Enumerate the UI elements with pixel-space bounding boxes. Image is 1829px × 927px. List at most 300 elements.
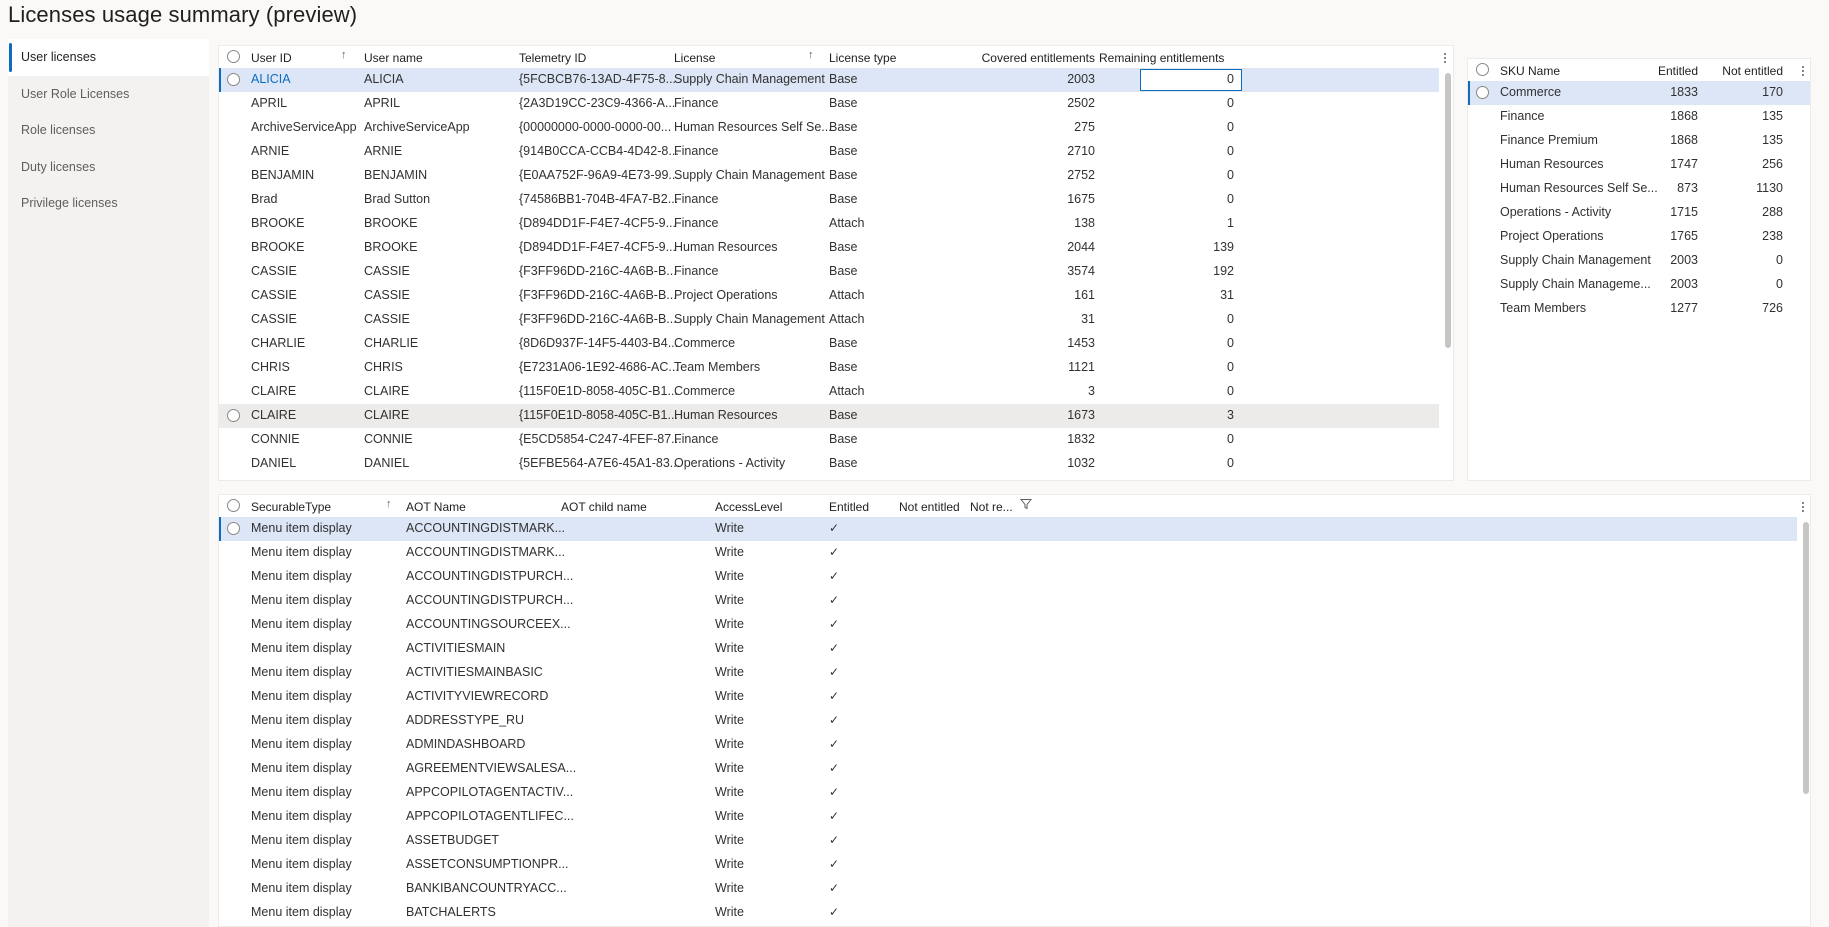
cell-user-id: CHARLIE — [251, 336, 306, 350]
cell-telemetry-id: {D894DD1F-F4E7-4CF5-9... — [519, 216, 677, 230]
cell-user-name: CHARLIE — [364, 336, 419, 350]
table-row[interactable] — [1468, 273, 1810, 297]
nav-item-duty-licenses[interactable]: Duty licenses — [21, 159, 96, 174]
table-row[interactable] — [219, 853, 1797, 877]
cell-user-id: CLAIRE — [251, 384, 297, 398]
cell-entitled: 1868 — [1670, 133, 1698, 147]
vertical-scrollbar[interactable] — [1445, 73, 1451, 348]
cell-not-entitled: 726 — [1762, 301, 1783, 315]
cell-access-level: Write — [715, 857, 744, 871]
cell-user-name: BENJAMIN — [364, 168, 428, 182]
cell-telemetry-id: {115F0E1D-8058-405C-B1... — [519, 408, 678, 422]
table-row[interactable] — [219, 829, 1797, 853]
table-row[interactable] — [219, 589, 1797, 613]
cell-remaining: 0 — [1227, 456, 1234, 470]
table-row[interactable] — [1468, 81, 1810, 105]
cell-not-entitled: 288 — [1762, 205, 1783, 219]
cell-not-entitled: 1130 — [1756, 181, 1783, 195]
cell-access-level: Write — [715, 761, 744, 775]
cell-covered: 1121 — [1068, 360, 1095, 374]
cell-remaining: 3 — [1227, 408, 1234, 422]
cell-remaining: 31 — [1220, 288, 1234, 302]
grid-header — [219, 46, 1453, 68]
cell-sku-name: Commerce — [1500, 85, 1562, 99]
table-row[interactable] — [219, 781, 1797, 805]
cell-covered: 31 — [1081, 312, 1095, 326]
cell-covered: 3574 — [1067, 264, 1095, 278]
grid-header — [219, 495, 1810, 517]
cell-sku-name: Human Resources — [1500, 157, 1604, 171]
cell-license: Commerce — [674, 336, 736, 350]
cell-entitled: 2003 — [1670, 277, 1698, 291]
entitled-check-icon: ✓ — [829, 617, 840, 631]
cell-user-id: CONNIE — [251, 432, 300, 446]
cell-covered: 1453 — [1067, 336, 1095, 350]
cell-sku-name: Supply Chain Management — [1500, 253, 1651, 267]
col-not-required[interactable]: Not re... — [970, 500, 1013, 514]
entitled-check-icon: ✓ — [829, 881, 840, 895]
cell-license: Project Operations — [674, 288, 778, 302]
cell-securable-type: Menu item display — [251, 785, 352, 799]
cell-license: Team Members — [674, 360, 761, 374]
cell-remaining: 0 — [1227, 432, 1234, 446]
cell-user-name: CONNIE — [364, 432, 413, 446]
cell-securable-type: Menu item display — [251, 713, 352, 727]
cell-user-id: BENJAMIN — [251, 168, 315, 182]
cell-sku-name: Project Operations — [1500, 229, 1604, 243]
cell-license: Finance — [674, 96, 719, 110]
cell-access-level: Write — [715, 617, 744, 631]
cell-covered: 161 — [1074, 288, 1095, 302]
entitled-check-icon: ✓ — [829, 521, 840, 535]
entitled-check-icon: ✓ — [829, 641, 840, 655]
cell-access-level: Write — [715, 521, 744, 535]
table-row[interactable] — [1468, 153, 1810, 177]
entitled-check-icon: ✓ — [829, 857, 840, 871]
cell-user-id: ARNIE — [251, 144, 290, 158]
table-row[interactable] — [219, 332, 1439, 356]
cell-license: Human Resources — [674, 408, 778, 422]
cell-license: Supply Chain Management — [674, 72, 825, 86]
table-row[interactable] — [219, 452, 1439, 476]
vertical-scrollbar[interactable] — [1803, 522, 1809, 794]
entitled-check-icon: ✓ — [829, 833, 840, 847]
cell-telemetry-id: {D894DD1F-F4E7-4CF5-9... — [519, 240, 677, 254]
cell-user-name: CLAIRE — [364, 384, 410, 398]
col-entitled[interactable]: Entitled — [1657, 64, 1698, 78]
cell-user-name: BROOKE — [364, 216, 418, 230]
cell-license-type: Base — [829, 264, 858, 278]
cell-aot-name: ACCOUNTINGDISTMARK... — [406, 521, 566, 535]
nav-item-user-role-licenses[interactable]: User Role Licenses — [21, 86, 130, 101]
cell-telemetry-id: {E7231A06-1E92-4686-AC... — [519, 360, 679, 374]
cell-not-entitled: 0 — [1776, 253, 1783, 267]
table-row[interactable] — [1468, 201, 1810, 225]
col-not-entitled[interactable]: Not entitled — [899, 500, 960, 514]
cell-license: Supply Chain Management — [674, 168, 825, 182]
cell-remaining: 0 — [1227, 168, 1234, 182]
table-row[interactable] — [219, 733, 1797, 757]
table-row[interactable] — [219, 517, 1797, 541]
table-row[interactable] — [219, 356, 1439, 380]
select-all-radio[interactable] — [227, 499, 240, 512]
cell-license: Finance — [674, 216, 719, 230]
cell-user-name: APRIL — [364, 96, 401, 110]
table-row[interactable] — [219, 140, 1439, 164]
cell-license-type: Base — [829, 72, 858, 86]
row-select-radio[interactable] — [1476, 86, 1489, 99]
entitled-check-icon: ✓ — [829, 905, 840, 919]
col-aot-name[interactable]: AOT Name — [406, 500, 466, 514]
cell-aot-name: ACCOUNTINGDISTPURCH... — [406, 593, 574, 607]
entitled-check-icon: ✓ — [829, 761, 840, 775]
cell-license: Human Resources — [674, 240, 778, 254]
sku-summary-grid — [1467, 58, 1811, 481]
cell-securable-type: Menu item display — [251, 905, 352, 919]
cell-entitled: 1747 — [1670, 157, 1698, 171]
cell-covered: 1832 — [1067, 432, 1095, 446]
cell-aot-name: ACCOUNTINGDISTPURCH... — [406, 569, 574, 583]
table-row[interactable] — [219, 805, 1797, 829]
cell-license: Commerce — [674, 384, 736, 398]
table-row[interactable] — [219, 613, 1797, 637]
cell-not-entitled: 238 — [1762, 229, 1783, 243]
cell-telemetry-id: {2A3D19CC-23C9-4366-A... — [519, 96, 676, 110]
table-row[interactable] — [219, 92, 1439, 116]
cell-remaining: 0 — [1227, 96, 1234, 110]
entitled-check-icon: ✓ — [829, 593, 840, 607]
cell-access-level: Write — [715, 689, 744, 703]
cell-user-id: ArchiveServiceApp — [251, 120, 357, 134]
more-options-icon[interactable] — [1802, 502, 1806, 514]
cell-securable-type: Menu item display — [251, 833, 352, 847]
cell-sku-name: Human Resources Self Se... — [1500, 181, 1658, 195]
cell-remaining[interactable]: 0 — [1227, 72, 1234, 86]
cell-sku-name: Operations - Activity — [1500, 205, 1612, 219]
cell-covered: 2044 — [1067, 240, 1095, 254]
cell-telemetry-id: {8D6D937F-14F5-4403-B4... — [519, 336, 679, 350]
table-row[interactable] — [219, 661, 1797, 685]
cell-covered: 275 — [1074, 120, 1095, 134]
cell-license-type: Attach — [829, 216, 865, 230]
cell-remaining: 139 — [1213, 240, 1234, 254]
cell-user-id: CASSIE — [251, 312, 297, 326]
cell-aot-name: ASSETCONSUMPTIONPR... — [406, 857, 569, 871]
entitled-check-icon: ✓ — [829, 689, 840, 703]
cell-user-name: CASSIE — [364, 312, 410, 326]
cell-not-entitled: 256 — [1762, 157, 1783, 171]
col-access-level[interactable]: AccessLevel — [715, 500, 783, 514]
cell-telemetry-id: {115F0E1D-8058-405C-B1... — [519, 384, 678, 398]
select-all-radio[interactable] — [1476, 63, 1489, 76]
nav-item-privilege-licenses[interactable]: Privilege licenses — [21, 196, 118, 210]
col-entitled[interactable]: Entitled — [829, 500, 870, 514]
cell-license: Finance — [674, 432, 719, 446]
cell-aot-name: ADMINDASHBOARD — [406, 737, 526, 751]
cell-covered: 2710 — [1067, 144, 1095, 158]
cell-not-entitled: 0 — [1776, 277, 1783, 291]
cell-access-level: Write — [715, 641, 744, 655]
table-row[interactable] — [1468, 297, 1810, 321]
cell-entitled: 2003 — [1670, 253, 1698, 267]
row-select-radio[interactable] — [227, 73, 240, 86]
nav-pane — [8, 39, 209, 927]
cell-license: Finance — [674, 192, 719, 206]
more-options-icon[interactable] — [1444, 53, 1448, 65]
cell-user-name: DANIEL — [364, 456, 410, 470]
row-select-radio[interactable] — [227, 522, 240, 535]
table-row[interactable] — [1468, 177, 1810, 201]
table-row[interactable] — [219, 236, 1439, 260]
cell-access-level: Write — [715, 809, 744, 823]
cell-user-name: Brad Sutton — [364, 192, 431, 206]
cell-covered: 1673 — [1067, 408, 1095, 422]
nav-item-user-licenses[interactable]: User licenses — [8, 39, 209, 76]
table-row[interactable] — [219, 757, 1797, 781]
cell-entitled: 1833 — [1670, 85, 1698, 99]
table-row[interactable] — [219, 284, 1439, 308]
entitled-check-icon: ✓ — [829, 737, 840, 751]
col-not-entitled[interactable]: Not entitled — [1722, 64, 1783, 78]
cell-securable-type: Menu item display — [251, 521, 352, 535]
cell-securable-type: Menu item display — [251, 617, 352, 631]
grid-header — [1468, 59, 1810, 81]
table-row[interactable] — [219, 260, 1439, 284]
col-user-id[interactable]: User ID — [251, 51, 292, 65]
table-row[interactable] — [219, 404, 1439, 428]
cell-sku-name: Finance Premium — [1500, 133, 1598, 147]
cell-remaining: 1 — [1227, 216, 1234, 230]
user-licenses-grid — [218, 45, 1454, 481]
cell-covered: 138 — [1074, 216, 1095, 230]
cell-remaining: 0 — [1227, 360, 1234, 374]
securable-objects-grid — [218, 494, 1811, 927]
cell-license-type: Base — [829, 336, 858, 350]
cell-user-name: ArchiveServiceApp — [364, 120, 470, 134]
more-options-icon[interactable] — [1802, 66, 1806, 78]
cell-covered: 2502 — [1067, 96, 1095, 110]
table-row[interactable] — [219, 709, 1797, 733]
cell-remaining: 0 — [1227, 312, 1234, 326]
col-remaining-entitlements[interactable]: Remaining entitlements — [1099, 51, 1225, 65]
cell-user-name: BROOKE — [364, 240, 418, 254]
cell-license-type: Base — [829, 168, 858, 182]
cell-entitled: 1868 — [1670, 109, 1698, 123]
cell-remaining: 0 — [1227, 120, 1234, 134]
table-row[interactable] — [1468, 105, 1810, 129]
cell-user-name: ALICIA — [364, 72, 404, 86]
cell-license: Finance — [674, 264, 719, 278]
table-row[interactable] — [219, 380, 1439, 404]
table-row[interactable] — [219, 68, 1439, 92]
entitled-check-icon: ✓ — [829, 785, 840, 799]
cell-covered: 2752 — [1067, 168, 1095, 182]
cell-user-name: CASSIE — [364, 288, 410, 302]
cell-aot-name: BANKIBANCOUNTRYACC... — [406, 881, 567, 895]
cell-entitled: 873 — [1677, 181, 1698, 195]
cell-covered: 2003 — [1067, 72, 1095, 86]
cell-remaining: 0 — [1227, 384, 1234, 398]
cell-access-level: Write — [715, 569, 744, 583]
row-select-radio[interactable] — [227, 409, 240, 422]
table-row[interactable] — [219, 685, 1797, 709]
cell-user-name: CHRIS — [364, 360, 403, 374]
table-row[interactable] — [1468, 225, 1810, 249]
cell-telemetry-id: {5EFBE564-A7E6-45A1-83... — [519, 456, 681, 470]
cell-user-name: CLAIRE — [364, 408, 410, 422]
cell-access-level: Write — [715, 713, 744, 727]
cell-user-name: ARNIE — [364, 144, 403, 158]
cell-license-type: Base — [829, 360, 858, 374]
cell-aot-name: ACTIVITIESMAIN — [406, 641, 506, 655]
cell-license: Human Resources Self Se... — [674, 120, 832, 134]
cell-aot-name: ACTIVITYVIEWRECORD — [406, 689, 549, 703]
cell-telemetry-id: {5FCBCB76-13AD-4F75-8... — [519, 72, 677, 86]
col-user-name[interactable]: User name — [364, 51, 423, 65]
cell-securable-type: Menu item display — [251, 881, 352, 895]
col-telemetry-id[interactable]: Telemetry ID — [519, 51, 587, 65]
cell-remaining: 0 — [1227, 192, 1234, 206]
cell-access-level: Write — [715, 905, 744, 919]
cell-license-type: Base — [829, 240, 858, 254]
cell-license-type: Base — [829, 408, 858, 422]
col-sku-name[interactable]: SKU Name — [1500, 64, 1561, 78]
cell-entitled: 1765 — [1670, 229, 1698, 243]
cell-securable-type: Menu item display — [251, 569, 352, 583]
col-license-type[interactable]: License type — [829, 51, 897, 65]
cell-telemetry-id: {74586BB1-704B-4FA7-B2... — [519, 192, 679, 206]
entitled-check-icon: ✓ — [829, 545, 840, 559]
table-row[interactable] — [219, 541, 1797, 565]
cell-license-type: Attach — [829, 288, 865, 302]
col-aot-child-name[interactable]: AOT child name — [561, 500, 647, 514]
sort-ascending-icon: ↑ — [808, 49, 814, 61]
cell-securable-type: Menu item display — [251, 809, 352, 823]
cell-license: Operations - Activity — [674, 456, 786, 470]
cell-user-id[interactable]: ALICIA — [251, 72, 291, 86]
cell-license-type: Base — [829, 432, 858, 446]
cell-aot-name: APPCOPILOTAGENTLIFEC... — [406, 809, 574, 823]
table-row[interactable] — [219, 901, 1797, 925]
col-covered-entitlements[interactable]: Covered entitlements — [981, 51, 1095, 65]
cell-user-id: CASSIE — [251, 264, 297, 278]
cell-entitled: 1277 — [1670, 301, 1698, 315]
cell-remaining: 0 — [1227, 144, 1234, 158]
entitled-check-icon: ✓ — [829, 713, 840, 727]
cell-securable-type: Menu item display — [251, 593, 352, 607]
col-license[interactable]: License — [674, 51, 716, 65]
cell-aot-name: AGREEMENTVIEWSALESA... — [406, 761, 577, 775]
cell-securable-type: Menu item display — [251, 665, 352, 679]
cell-license-type: Base — [829, 96, 858, 110]
cell-aot-name: ACCOUNTINGDISTMARK... — [406, 545, 566, 559]
cell-access-level: Write — [715, 593, 744, 607]
table-row[interactable] — [219, 565, 1797, 589]
table-row[interactable] — [219, 428, 1439, 452]
cell-aot-name: ACCOUNTINGSOURCEEX... — [406, 617, 571, 631]
table-row[interactable] — [219, 116, 1439, 140]
cell-license-type: Base — [829, 192, 858, 206]
cell-license-type: Attach — [829, 384, 865, 398]
table-row[interactable] — [219, 212, 1439, 236]
col-securable-type[interactable]: SecurableType — [251, 500, 332, 514]
cell-user-id: BROOKE — [251, 216, 305, 230]
cell-securable-type: Menu item display — [251, 761, 352, 775]
cell-access-level: Write — [715, 545, 744, 559]
table-row[interactable] — [219, 164, 1439, 188]
cell-user-name: CASSIE — [364, 264, 410, 278]
cell-remaining: 192 — [1213, 264, 1234, 278]
cell-securable-type: Menu item display — [251, 545, 352, 559]
cell-sku-name: Supply Chain Manageme... — [1500, 277, 1651, 291]
entitled-check-icon: ✓ — [829, 665, 840, 679]
cell-aot-name: ASSETBUDGET — [406, 833, 500, 847]
table-row[interactable] — [219, 308, 1439, 332]
page-title: Licenses usage summary (preview) — [8, 2, 358, 27]
table-row[interactable] — [219, 877, 1797, 901]
cell-license: Supply Chain Management — [674, 312, 825, 326]
cell-user-id: DANIEL — [251, 456, 297, 470]
cell-telemetry-id: {E5CD5854-C247-4FEF-87... — [519, 432, 682, 446]
cell-telemetry-id: {F3FF96DD-216C-4A6B-B... — [519, 264, 677, 278]
cell-access-level: Write — [715, 881, 744, 895]
cell-access-level: Write — [715, 785, 744, 799]
cell-license: Finance — [674, 144, 719, 158]
cell-telemetry-id: {914B0CCA-CCB4-4D42-8... — [519, 144, 679, 158]
table-row[interactable] — [1468, 129, 1810, 153]
entitled-check-icon: ✓ — [829, 569, 840, 583]
cell-covered: 1032 — [1067, 456, 1095, 470]
table-row[interactable] — [219, 188, 1439, 212]
cell-license-type: Base — [829, 456, 858, 470]
cell-access-level: Write — [715, 737, 744, 751]
cell-aot-name: BATCHALERTS — [406, 905, 496, 919]
sort-ascending-icon: ↑ — [386, 498, 392, 510]
cell-user-id: CHRIS — [251, 360, 290, 374]
cell-user-id: Brad — [251, 192, 278, 206]
cell-license-type: Base — [829, 120, 858, 134]
cell-sku-name: Team Members — [1500, 301, 1587, 315]
cell-aot-name: ADDRESSTYPE_RU — [406, 713, 525, 727]
cell-license-type: Attach — [829, 312, 865, 326]
cell-remaining: 0 — [1227, 336, 1234, 350]
table-row[interactable] — [219, 637, 1797, 661]
cell-securable-type: Menu item display — [251, 857, 352, 871]
cell-user-id: CLAIRE — [251, 408, 297, 422]
cell-aot-name: ACTIVITIESMAINBASIC — [406, 665, 543, 679]
cell-telemetry-id: {F3FF96DD-216C-4A6B-B... — [519, 312, 677, 326]
table-row[interactable] — [1468, 249, 1810, 273]
cell-securable-type: Menu item display — [251, 689, 352, 703]
cell-sku-name: Finance — [1500, 109, 1545, 123]
select-all-radio[interactable] — [227, 50, 240, 63]
cell-entitled: 1715 — [1670, 205, 1698, 219]
sort-ascending-icon: ↑ — [341, 49, 347, 61]
cell-securable-type: Menu item display — [251, 737, 352, 751]
entitled-check-icon: ✓ — [829, 809, 840, 823]
filter-icon[interactable] — [1020, 498, 1032, 513]
nav-item-role-licenses[interactable]: Role licenses — [21, 123, 96, 137]
cell-user-id: APRIL — [251, 96, 288, 110]
cell-user-id: BROOKE — [251, 240, 305, 254]
cell-covered: 3 — [1088, 384, 1095, 398]
cell-not-entitled: 170 — [1762, 85, 1783, 99]
cell-not-entitled: 135 — [1762, 133, 1783, 147]
cell-access-level: Write — [715, 665, 744, 679]
cell-user-id: CASSIE — [251, 288, 297, 302]
cell-telemetry-id: {E0AA752F-96A9-4E73-99... — [519, 168, 679, 182]
cell-not-entitled: 135 — [1762, 109, 1783, 123]
